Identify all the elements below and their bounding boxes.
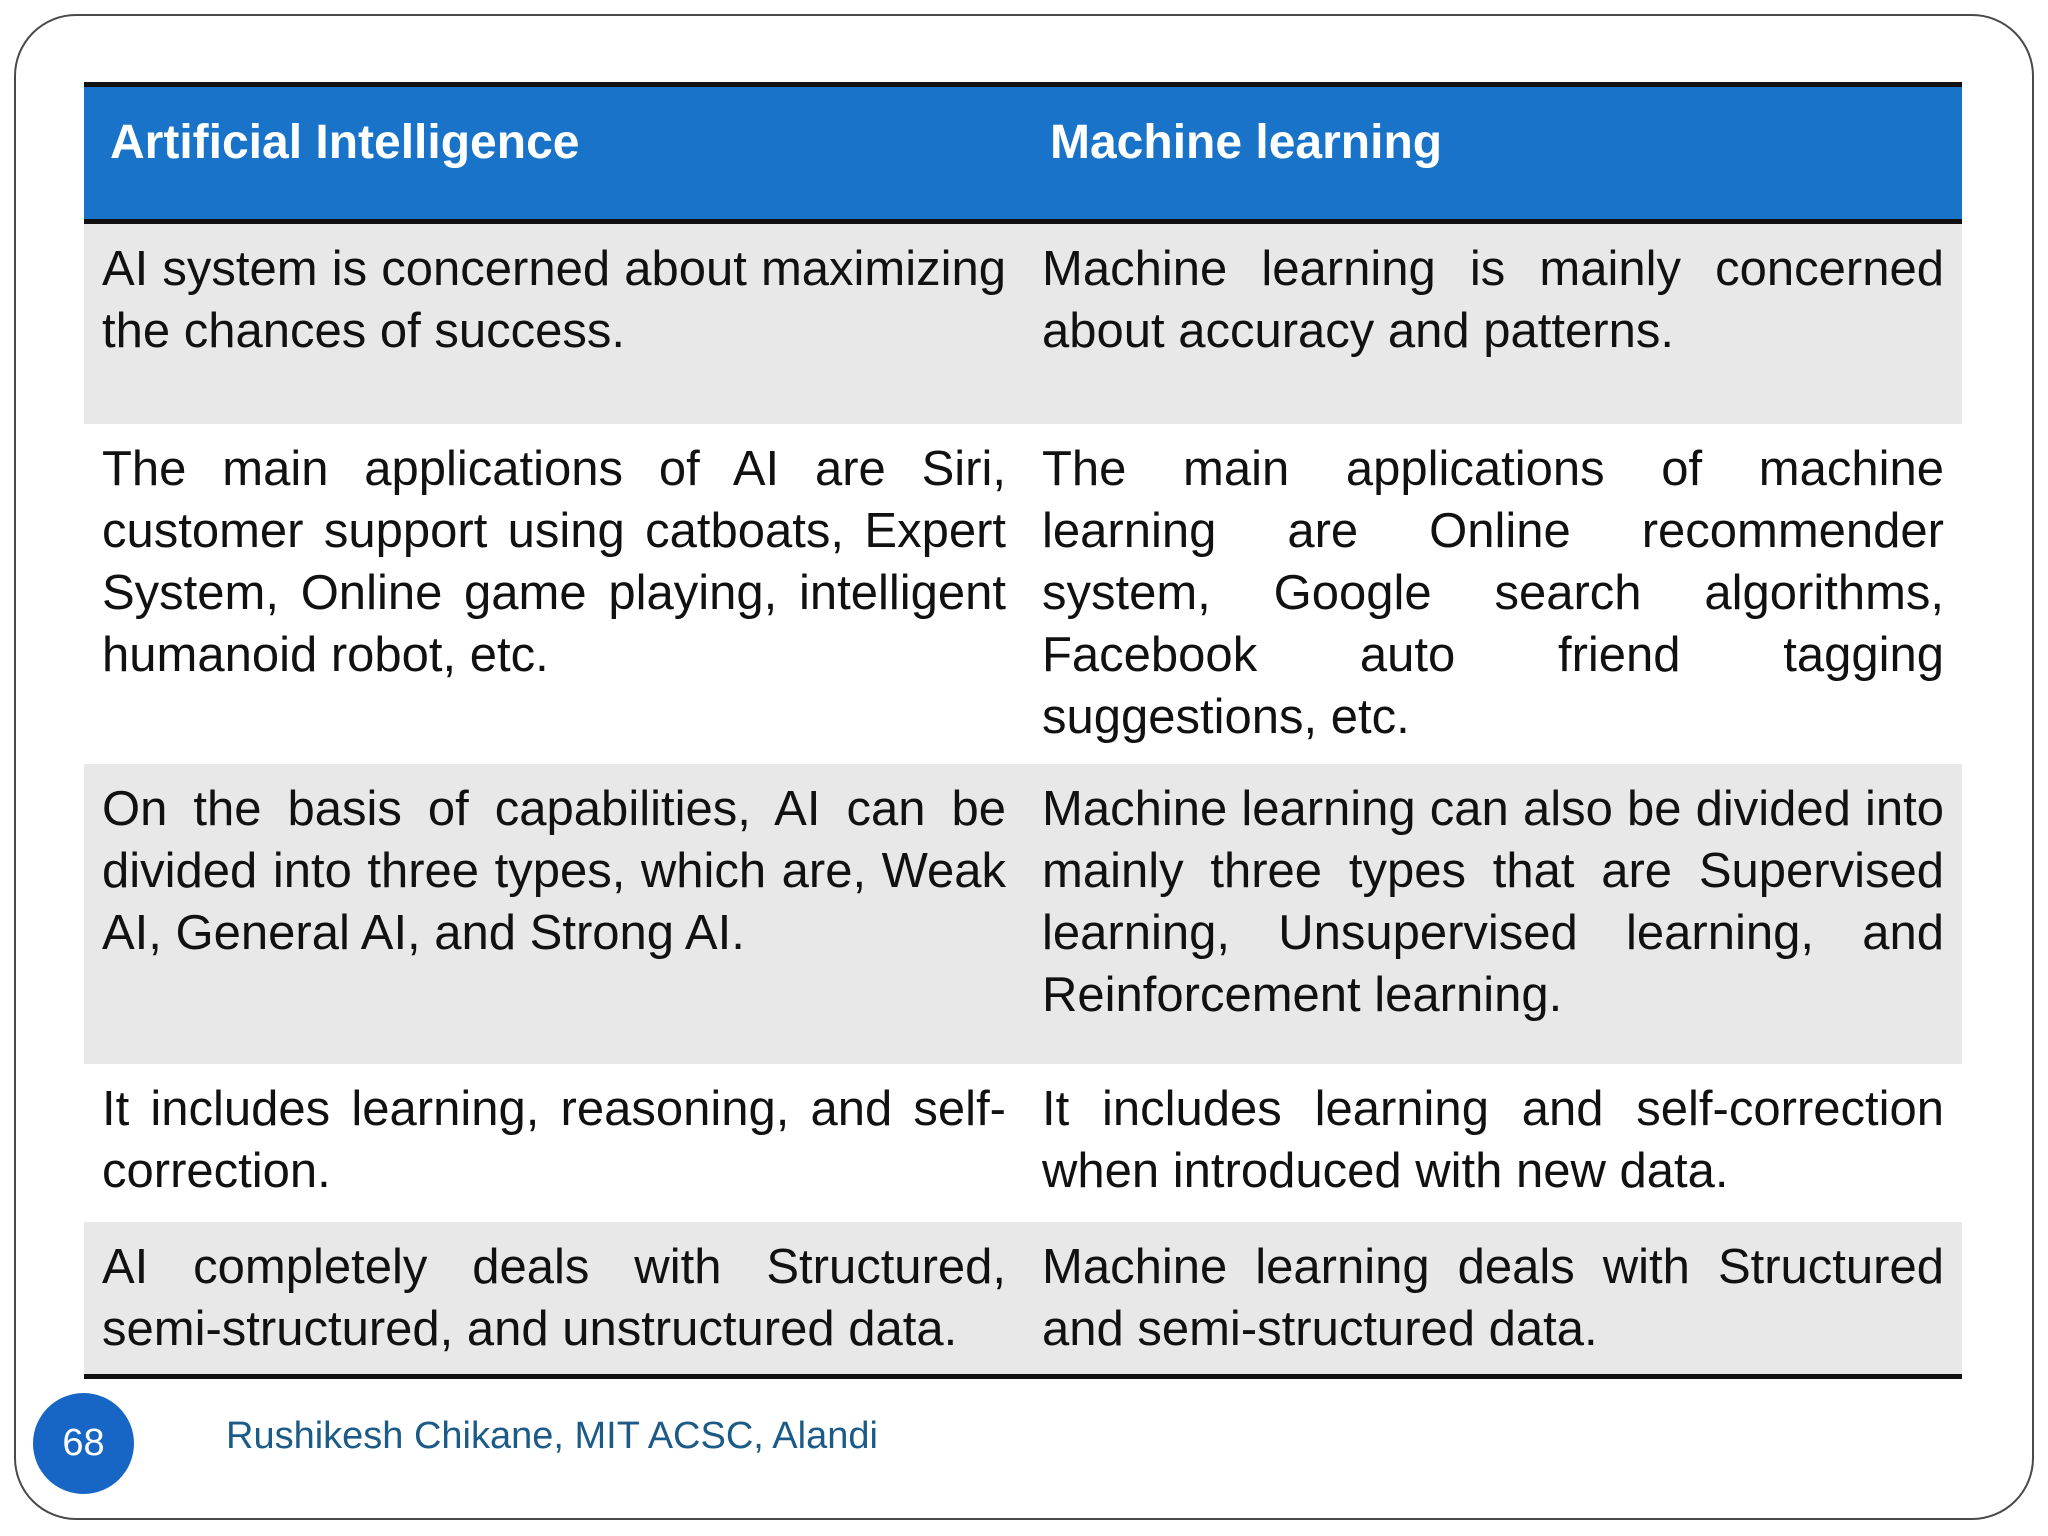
comparison-table	[84, 82, 1962, 1379]
ai-cell: On the basis of capabilities, AI can be divided into three types, which are, Weak AI, General AI, and Strong AI.	[102, 781, 1006, 960]
page-number-badge	[33, 1393, 134, 1494]
ml-cell: The main applications of machine learning are Online recommender system, Google search algorithms, Facebook auto friend tagging suggestions, etc.	[1042, 441, 1944, 744]
ml-cell: Machine learning is mainly concerned about accuracy and patterns.	[1042, 242, 1944, 358]
table-row	[84, 1222, 1962, 1377]
footer-author: Rushikesh Chikane, MIT ACSC, Alandi	[226, 1415, 878, 1457]
ml-cell: Machine learning deals with Structured and semi-structured data.	[1042, 1239, 1944, 1356]
header-ml: Machine learning	[1050, 116, 1443, 169]
ai-cell: AI completely deals with Structured, semi-structured, and unstructured data.	[102, 1239, 1006, 1356]
ai-cell: It includes learning, reasoning, and self-correction.	[102, 1081, 1006, 1198]
page-number: 68	[62, 1422, 105, 1464]
table-header-row	[84, 85, 1962, 222]
slide-frame	[14, 14, 2034, 1520]
comparison-table-container	[84, 82, 1962, 1379]
table-row	[84, 222, 1962, 424]
ml-cell: Machine learning can also be divided into mainly three types that are Supervised learning, Unsupervised learning, and Reinforcement learning.	[1042, 781, 1944, 1022]
ml-cell: It includes learning and self-correction when introduced with new data.	[1042, 1081, 1944, 1198]
header-ai: Artificial Intelligence	[110, 116, 580, 169]
table-row	[84, 1064, 1962, 1222]
table-row	[84, 764, 1962, 1064]
ai-cell: AI system is concerned about maximizing the chances of success.	[102, 242, 1006, 358]
table-row	[84, 424, 1962, 764]
ai-cell: The main applications of AI are Siri, customer support using catboats, Expert System, Online game playing, intelligent humanoid robot, etc.	[102, 441, 1006, 682]
